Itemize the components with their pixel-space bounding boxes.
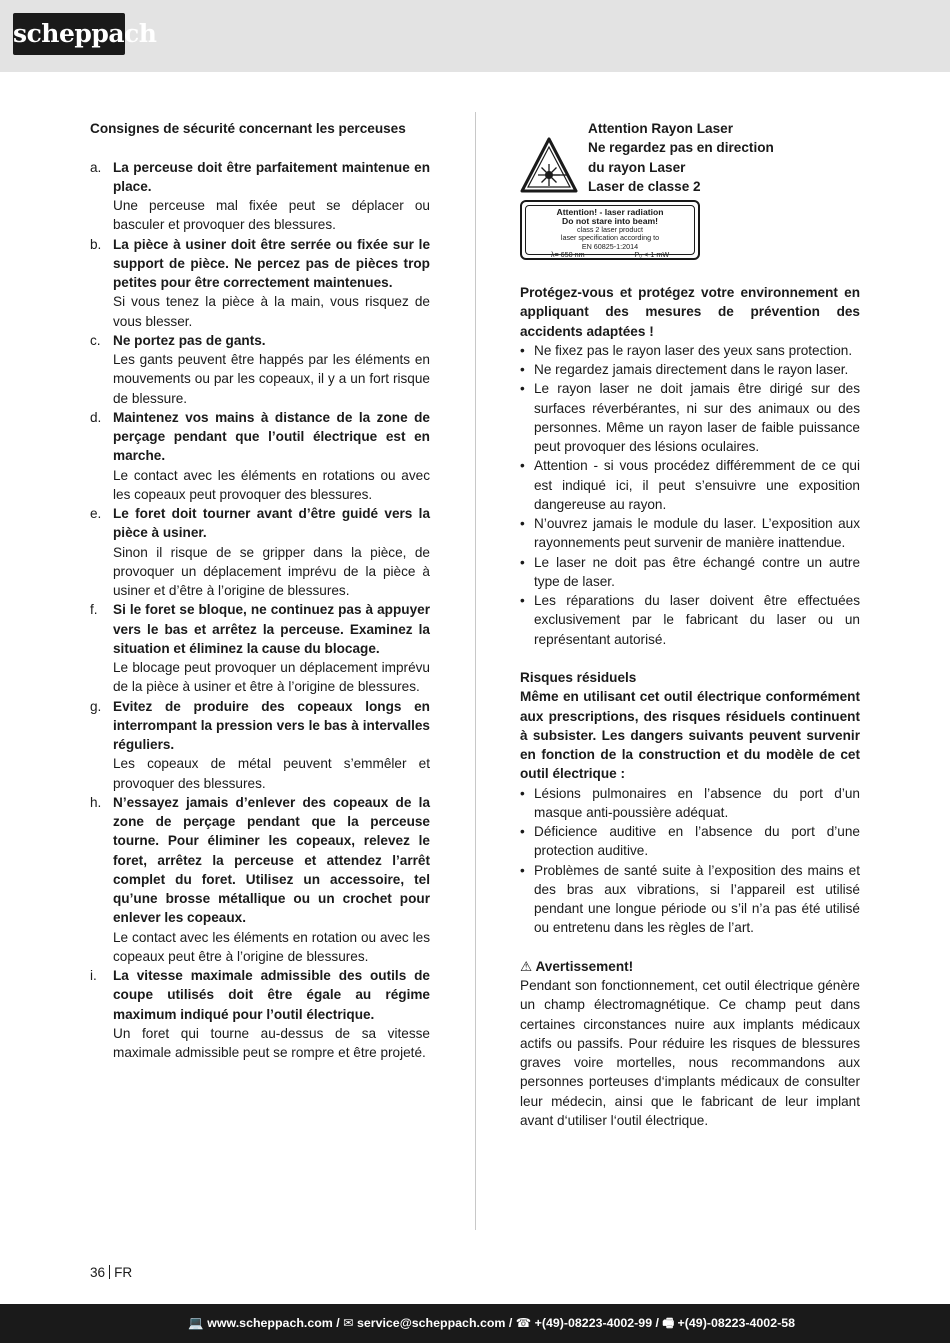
protect-item: • Ne regardez jamais directement dans le rayon laser. (520, 360, 860, 379)
protect-heading: Protégez-vous et protégez votre environnement en appliquant des mesures de prévention des accidents adaptées ! (520, 285, 860, 339)
section-title: Consignes de sécurité concernant les perceuses (90, 121, 406, 136)
residual-item: • Déficience auditive en l’absence du port d’une protection auditive. (520, 822, 860, 861)
laser-label-line: Do not stare into beam! (562, 216, 658, 226)
safety-item-marker: g. (90, 698, 102, 714)
page-separator (109, 1265, 110, 1279)
safety-item-marker: i. (90, 968, 97, 983)
residual-item: • Problèmes de santé suite à l’exposition des mains et des bras aux vibrations, si l’appareil est utilisé pendant une longue période ou s’il n’a pas été utilisé ou entretenu dans les règles de l’art. (520, 861, 860, 938)
protect-item: • Les réparations du laser doivent être effectuées exclusivement par le fabricant du laser ou un représentant autorisé. (520, 591, 860, 649)
safety-item-heading: La vitesse maximale admissible des outils de coupe utilisés doit être égale au régime maximum indiqué pour l’outil électrique. (113, 968, 430, 1022)
protect-item: • Le rayon laser ne doit jamais être dirigé sur des surfaces réverbérantes, ni sur des animaux ou des personnes. Même un rayon laser de faible puissance peut provoquer des lésions oculaires. (520, 379, 860, 456)
laser-label-line: class 2 laser product (577, 225, 643, 234)
laser-title (588, 119, 774, 196)
safety-item-text: Le blocage peut provoquer un déplacement imprévu de la pièce à usiner et être à l’origine de blessures. (113, 660, 430, 695)
left-column (90, 119, 430, 1062)
page-number (90, 1265, 132, 1281)
safety-item-heading: Maintenez vos mains à distance de la zone de perçage pendant que l’outil électrique est en marche. (113, 409, 430, 464)
laser-title-line: Laser de classe 2 (588, 178, 701, 194)
protect-list (520, 341, 860, 649)
right-column (520, 119, 860, 1130)
residual-intro: Même en utilisant cet outil électrique conformément aux prescriptions, des risques résiduels continuent à subsister. Les dangers suivants peuvent survenir en fonction de la construction et du modèle de cet outil électrique : (520, 689, 860, 782)
contact-info: 💻 www.scheppach.com / ✉ service@scheppach.com / ☎ +(49)-08223-4002-99 / 🖷 +(49)-08223-4002-58 (188, 1316, 795, 1330)
safety-item-heading: Si le foret se bloque, ne continuez pas à appuyer vers le bas et arrêtez la perceuse. Examinez la situation et éliminez la cause du blocage. (113, 602, 430, 656)
safety-item (90, 966, 430, 1062)
laser-label-line: laser specification according to (560, 233, 660, 243)
safety-item-heading: La pièce à usiner doit être serrée ou fixée sur le support de pièce. Ne percez pas de pièces trop petites pour être correctement maintenues. (113, 236, 430, 290)
safety-item (90, 408, 430, 504)
safety-item (90, 235, 430, 331)
footer-band (0, 1304, 950, 1343)
safety-item-heading: Le foret doit tourner avant d’être guidé vers la pièce à usiner. (113, 506, 430, 541)
laser-label-line: Attention! - laser radiation (556, 207, 664, 217)
protect-item: • Ne fixez pas le rayon laser des yeux sans protection. (520, 341, 860, 360)
residual-title: Risques résiduels (520, 670, 637, 685)
safety-item-marker: f. (90, 602, 98, 618)
safety-item-text: Le contact avec les éléments en rotations ou avec les copeaux peut provoquer des blessures. (113, 467, 430, 502)
safety-item (90, 793, 430, 966)
safety-item-text: Les gants peuvent être happés par les éléments en mouvements ou par les copeaux, il y a un fort risque de blessure. (113, 352, 430, 406)
laser-title-line: Ne regardez pas en direction (588, 140, 774, 156)
safety-item-marker: h. (90, 794, 102, 810)
laser-warning (520, 119, 860, 197)
safety-item-heading: Ne portez pas de gants. (113, 332, 266, 348)
safety-item-text: Sinon il risque de se gripper dans la pièce, de provoquer un déplacement imprévu de la pièce à usiner et d’être à l’origine de blessures. (113, 544, 430, 598)
safety-item (90, 331, 430, 408)
residual-list (520, 784, 860, 938)
protect-item: • N’ouvrez jamais le module du laser. L’exposition aux rayonnements peut survenir de manière inattendue. (520, 514, 860, 553)
language-code: FR (114, 1265, 133, 1280)
safety-list (90, 158, 430, 1063)
safety-item (90, 158, 430, 235)
residual-item: • Lésions pulmonaires en l’absence du port d’un masque anti-poussière adéquat. (520, 784, 860, 823)
safety-item-marker: e. (90, 506, 102, 521)
protect-item: • Le laser ne doit pas être échangé contre un autre type de laser. (520, 553, 860, 592)
safety-item (90, 504, 430, 600)
warning-text: Pendant son fonctionnement, cet outil électrique génère un champ électromagnétique. Ce champ peut dans certaines circonstances nuire aux implants médicaux actifs ou passifs. Pour réduire les risques de blessures graves voire mortelles, nous recommandons aux personnes porteuses d‘implants médicaux de consulter leur médecin, ainsi que le fabricant de leur implant avant d‘utiliser l‘outil électrique. (520, 978, 860, 1128)
laser-warning-icon (520, 137, 578, 193)
safety-item-text: Le contact avec les éléments en rotation ou avec les copeaux peut être à l’origine de blessures. (113, 929, 430, 964)
safety-item-heading: N’essayez jamais d’enlever des copeaux de la zone de perçage pendant que la perceuse tourne. Pour éliminer les copeaux, relevez le foret, arrêtez la perceuse et attendez l’arrêt complet du foret. Utilisez un accessoire, tel qu’une brosse métallique ou un crochet pour enlever les copeaux. (113, 794, 430, 926)
safety-item-heading: Evitez de produire des copeaux longs en interrompant la pression vers le bas à intervalles réguliers. (113, 698, 430, 752)
safety-item-marker: d. (90, 409, 102, 425)
page-number-value: 36 (90, 1265, 106, 1280)
laser-wavelength: λ= 650 nm (550, 249, 585, 259)
laser-label-line: EN 60825-1:2014 (581, 241, 639, 251)
safety-item-marker: c. (90, 332, 101, 348)
safety-item-text: Si vous tenez la pièce à la main, vous risquez de vous blesser. (113, 294, 430, 329)
protect-item: • Attention - si vous procédez différemment de ce qui est indiqué ici, il peut s’ensuivre une exposition dangereuse au rayon. (520, 456, 860, 514)
warning-title: ⚠ Avertissement! (520, 958, 634, 974)
safety-item-heading: La perceuse doit être parfaitement maintenue en place. (113, 159, 430, 194)
safety-item-marker: a. (90, 159, 102, 175)
column-divider (475, 112, 476, 1230)
laser-title-line: du rayon Laser (588, 159, 686, 175)
laser-power: P₀ < 1 mW (634, 249, 670, 259)
safety-item-text: Une perceuse mal fixée peut se déplacer ou basculer et provoquer des blessures. (113, 198, 430, 233)
safety-item-text: Un foret qui tourne au-dessus de sa vitesse maximale admissible peut se rompre et être projeté. (113, 1025, 430, 1060)
safety-item (90, 600, 430, 696)
laser-title-line: Attention Rayon Laser (588, 121, 734, 136)
brand-logo: scheppach (13, 13, 125, 55)
safety-item-marker: b. (90, 236, 102, 252)
safety-item (90, 697, 430, 793)
laser-label (520, 200, 700, 260)
safety-item-text: Les copeaux de métal peuvent s’emmêler et provoquer des blessures. (113, 756, 430, 791)
